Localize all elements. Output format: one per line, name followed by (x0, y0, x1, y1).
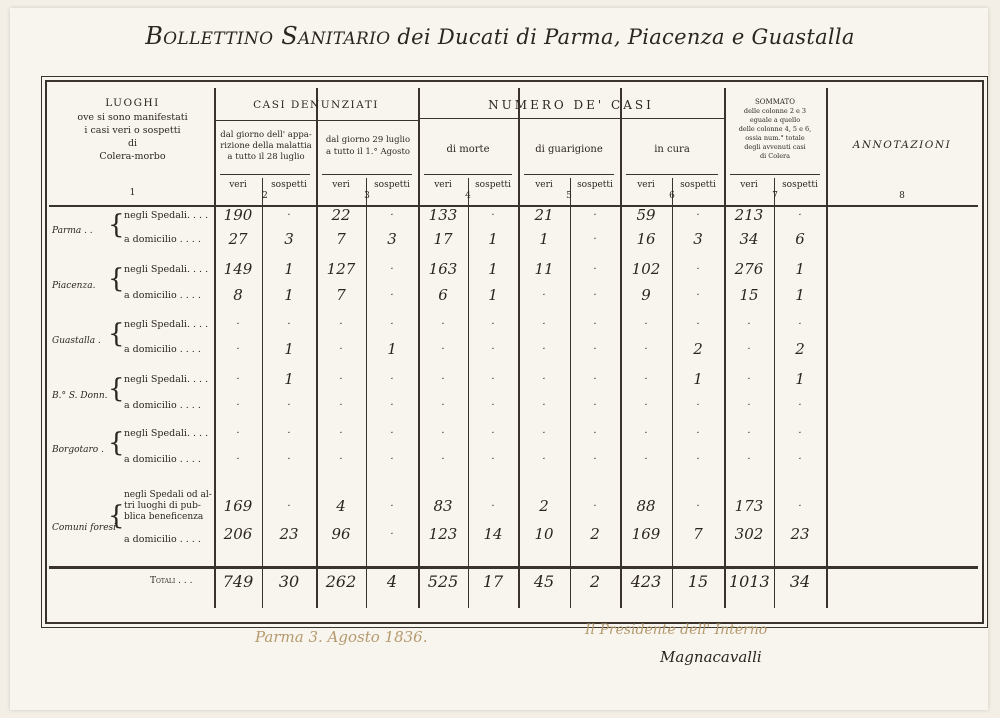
cell-value: 27 (228, 230, 248, 248)
cell-value: · (644, 344, 648, 355)
cell-value: 7 (336, 230, 346, 248)
sospetti-label: sospetti (782, 180, 818, 190)
casi-denunziati-title: CASI DENUNZIATI (253, 99, 379, 111)
cell-value: · (491, 210, 495, 221)
cell-value: · (287, 501, 291, 512)
cell-value: 1 (284, 260, 294, 278)
cell-value: · (747, 454, 751, 465)
cell-value: 1 (387, 340, 397, 358)
cell-value: · (542, 428, 546, 439)
sub-spedali: negli Spedali. . . . (124, 428, 209, 439)
document-title (0, 22, 1000, 50)
sub-spedali-line: negli Spedali od al- (124, 490, 212, 500)
column-divider (724, 88, 726, 608)
col2-header-line: dal giorno dell' appa- (220, 130, 312, 140)
cell-value: · (696, 210, 700, 221)
brace: { (108, 210, 125, 240)
cell-value: · (644, 400, 648, 411)
luoghi-line: ove si sono manifestati (77, 112, 188, 123)
sommato-line: di Colera (759, 152, 791, 160)
brace: { (108, 319, 125, 349)
col2-header-line: rizione della malattia (220, 141, 312, 151)
cell-value: 7 (336, 286, 346, 304)
col3-header-line: a tutto il 1.° Agosto (325, 147, 411, 157)
cell-value: · (339, 374, 343, 385)
cell-value: · (339, 400, 343, 411)
cell-value: · (441, 428, 445, 439)
sospetti-label: sospetti (577, 180, 613, 190)
cell-value: · (696, 290, 700, 301)
sub-spedali-line: tri luoghi di pub- (124, 501, 201, 511)
cell-value: · (747, 344, 751, 355)
cell-value: · (798, 210, 802, 221)
cell-value: · (491, 400, 495, 411)
cell-value: · (593, 400, 597, 411)
cell-value: 21 (534, 206, 554, 224)
cell-value: 22 (331, 206, 351, 224)
luoghi-line: di (127, 138, 138, 149)
cell-value: 206 (223, 525, 253, 543)
cell-value: · (542, 374, 546, 385)
brace: { (108, 264, 125, 294)
cell-value: · (441, 344, 445, 355)
cell-value: 1 (693, 370, 703, 388)
cell-value: 2 (795, 340, 805, 358)
cell-value: 127 (326, 260, 356, 278)
cell-value: 169 (223, 497, 253, 515)
cell-value: 23 (279, 525, 299, 543)
cell-value: · (798, 454, 802, 465)
cell-value: 3 (693, 230, 703, 248)
cell-value: 2 (590, 525, 600, 543)
column-divider (518, 88, 520, 608)
sub-domicilio: a domicilio . . . . (124, 534, 201, 545)
total-value: 749 (222, 572, 254, 591)
total-value: 4 (386, 572, 398, 591)
col-number-2: 2 (262, 191, 268, 201)
subcolumn-divider (570, 178, 571, 608)
cell-value: 1 (795, 260, 805, 278)
cell-value: · (236, 400, 240, 411)
total-value: 15 (687, 572, 709, 591)
cell-value: 14 (483, 525, 503, 543)
total-value: 1013 (729, 572, 770, 591)
cell-value: · (798, 319, 802, 330)
cell-value: 2 (693, 340, 703, 358)
cell-value: 102 (631, 260, 661, 278)
column-divider (214, 88, 216, 608)
cell-value: 302 (734, 525, 764, 543)
cell-value: · (593, 290, 597, 301)
place-name: Parma . . (52, 226, 93, 236)
total-value: 34 (789, 572, 811, 591)
cell-value: · (390, 501, 394, 512)
cell-value: · (236, 344, 240, 355)
cell-value: · (390, 454, 394, 465)
cell-value: · (491, 344, 495, 355)
place-name: Guastalla . (52, 335, 101, 346)
luoghi-line: i casi veri o sospetti (84, 125, 181, 136)
col-number-1: 1 (129, 188, 136, 198)
place-name: B.° S. Donn. (52, 391, 108, 401)
cell-value: · (390, 374, 394, 385)
sospetti-label: sospetti (374, 180, 410, 190)
cell-value: 15 (739, 286, 759, 304)
sommato-line: ossia num.° totale (745, 134, 805, 142)
cell-value: 9 (641, 286, 651, 304)
column-divider (620, 88, 622, 608)
cell-value: 17 (433, 230, 453, 248)
cell-value: 1 (795, 370, 805, 388)
cell-value: · (236, 319, 240, 330)
cell-value: 3 (284, 230, 294, 248)
cell-value: 1 (284, 340, 294, 358)
cell-value: · (491, 319, 495, 330)
cell-value: 59 (636, 206, 656, 224)
cell-value: 163 (428, 260, 458, 278)
subcolumn-divider (774, 178, 775, 608)
cell-value: · (491, 454, 495, 465)
sospetti-label: sospetti (680, 180, 716, 190)
subcolumn-divider (468, 178, 469, 608)
cell-value: · (441, 454, 445, 465)
sommato-line: degli avvenuti casi (744, 143, 806, 151)
cell-value: 16 (636, 230, 656, 248)
cell-value: · (287, 400, 291, 411)
veri-label: veri (434, 180, 452, 190)
cell-value: · (696, 400, 700, 411)
cell-value: · (491, 428, 495, 439)
cell-value: · (747, 428, 751, 439)
casi-rule (214, 120, 418, 121)
subcolumn-divider (262, 178, 263, 608)
veri-label: veri (740, 180, 758, 190)
veri-sospetti-rule (730, 174, 820, 175)
sub-spedali: negli Spedali. . . . (124, 319, 209, 330)
cell-value: · (747, 400, 751, 411)
veri-label: veri (637, 180, 655, 190)
sub-domicilio: a domicilio . . . . (124, 290, 201, 301)
cell-value: · (339, 428, 343, 439)
place-name: Piacenza. (52, 281, 96, 291)
cell-value: · (287, 210, 291, 221)
cell-value: 34 (739, 230, 759, 248)
cell-value: · (339, 454, 343, 465)
cell-value: 7 (693, 525, 703, 543)
place-name: Comuni foresi (52, 523, 117, 533)
veri-sospetti-rule (322, 174, 412, 175)
sub-domicilio: a domicilio . . . . (124, 400, 201, 411)
brace: { (108, 374, 125, 404)
cell-value: · (339, 344, 343, 355)
luoghi-title: LUOGHI (105, 97, 160, 109)
cell-value: 133 (428, 206, 458, 224)
cell-value: 213 (734, 206, 764, 224)
cell-value: · (390, 290, 394, 301)
cell-value: 276 (734, 260, 764, 278)
col-number-7: 7 (772, 191, 778, 201)
cell-value: · (390, 529, 394, 540)
signature: Magnacavalli (660, 648, 762, 666)
cell-value: 173 (734, 497, 764, 515)
cell-value: · (696, 428, 700, 439)
cell-value: · (339, 319, 343, 330)
cell-value: · (696, 454, 700, 465)
cell-value: · (390, 428, 394, 439)
total-value: 423 (630, 572, 662, 591)
column-divider (418, 88, 420, 608)
veri-label: veri (332, 180, 350, 190)
cell-value: · (798, 400, 802, 411)
cell-value: 1 (284, 370, 294, 388)
cell-value: · (236, 374, 240, 385)
cell-value: · (593, 428, 597, 439)
cell-value: · (696, 319, 700, 330)
cell-value: 6 (438, 286, 448, 304)
luoghi-line: Colera-morbo (99, 151, 166, 162)
col-number-5: 5 (566, 191, 572, 201)
subcolumn-divider (366, 178, 367, 608)
cell-value: · (390, 400, 394, 411)
title-rest: dei Ducati di Parma, Piacenza e Guastalla (390, 25, 855, 49)
total-value: 525 (427, 572, 459, 591)
cell-value: · (593, 454, 597, 465)
cell-value: 1 (284, 286, 294, 304)
cell-value: · (287, 428, 291, 439)
cell-value: · (747, 319, 751, 330)
cell-value: · (593, 374, 597, 385)
di-guarigione-header: di guarigione (535, 144, 603, 155)
total-value: 45 (533, 572, 555, 591)
cell-value: · (542, 290, 546, 301)
cell-value: · (542, 319, 546, 330)
sub-domicilio: a domicilio . . . . (124, 234, 201, 245)
cell-value: · (747, 374, 751, 385)
cell-value: 8 (233, 286, 243, 304)
col-number-4: 4 (465, 191, 471, 201)
cell-value: · (441, 400, 445, 411)
cell-value: · (644, 428, 648, 439)
title-main: Bollettino Sanitario (145, 22, 391, 50)
cell-value: · (644, 319, 648, 330)
totali-label: Totali . . . (150, 576, 193, 586)
brace: { (108, 428, 125, 458)
cell-value: 11 (534, 260, 554, 278)
col3-header-line: dal giorno 29 luglio (325, 135, 411, 145)
cell-value: · (593, 344, 597, 355)
column-divider (826, 88, 828, 608)
cell-value: 6 (795, 230, 805, 248)
sub-spedali: negli Spedali. . . . (124, 210, 209, 221)
cell-value: 83 (433, 497, 453, 515)
cell-value: 1 (795, 286, 805, 304)
cell-value: 2 (539, 497, 549, 515)
subcolumn-divider (672, 178, 673, 608)
cell-value: · (287, 319, 291, 330)
cell-value: 1 (488, 286, 498, 304)
cell-value: 1 (539, 230, 549, 248)
veri-sospetti-rule (626, 174, 718, 175)
cell-value: 1 (488, 230, 498, 248)
veri-sospetti-rule (524, 174, 614, 175)
cell-value: · (542, 400, 546, 411)
col-number-6: 6 (669, 191, 675, 201)
cell-value: · (287, 454, 291, 465)
date-handwritten: Parma 3. Agosto 1836. (255, 628, 428, 646)
president-handwritten: Il Presidente dell' Interno (585, 622, 768, 638)
cell-value: 88 (636, 497, 656, 515)
cell-value: · (236, 454, 240, 465)
sommato-line: SOMMATO (755, 98, 795, 106)
cell-value: · (644, 454, 648, 465)
totals-rule-2 (49, 568, 978, 569)
cell-value: · (593, 501, 597, 512)
veri-sospetti-rule (220, 174, 310, 175)
sub-spedali-line: blica beneficenza (124, 512, 204, 522)
cell-value: · (236, 428, 240, 439)
sommato-line: eguale a quello (749, 116, 801, 124)
brace: { (108, 501, 125, 531)
cell-value: · (593, 234, 597, 245)
veri-label: veri (535, 180, 553, 190)
total-value: 262 (325, 572, 357, 591)
total-value: 17 (482, 572, 504, 591)
in-cura-header: in cura (654, 144, 690, 155)
sommato-line: delle colonne 4, 5 e 6, (738, 125, 812, 133)
cell-value: · (491, 501, 495, 512)
sospetti-label: sospetti (475, 180, 511, 190)
place-name: Borgotaro . (52, 445, 104, 455)
cell-value: · (696, 264, 700, 275)
cell-value: · (696, 501, 700, 512)
cell-value: · (593, 264, 597, 275)
cell-value: · (390, 210, 394, 221)
cell-value: · (542, 344, 546, 355)
header-rule (49, 205, 978, 207)
sub-spedali: negli Spedali. . . . (124, 374, 209, 385)
cell-value: 96 (331, 525, 351, 543)
cell-value: · (542, 454, 546, 465)
veri-label: veri (229, 180, 247, 190)
total-value: 2 (589, 572, 601, 591)
cell-value: · (798, 428, 802, 439)
cell-value: · (390, 264, 394, 275)
col-number-8: 8 (899, 191, 905, 201)
col2-header-line: a tutto il 28 luglio (227, 152, 305, 162)
cell-value: · (593, 319, 597, 330)
di-morte-header: di morte (446, 144, 490, 155)
numero-rule (418, 118, 724, 119)
cell-value: 123 (428, 525, 458, 543)
sub-domicilio: a domicilio . . . . (124, 454, 201, 465)
total-value: 30 (278, 572, 300, 591)
sospetti-label: sospetti (271, 180, 307, 190)
sub-domicilio: a domicilio . . . . (124, 344, 201, 355)
cell-value: · (441, 374, 445, 385)
cell-value: 3 (387, 230, 397, 248)
cell-value: · (491, 374, 495, 385)
cell-value: 1 (488, 260, 498, 278)
annotazioni-title: ANNOTAZIONI (852, 139, 952, 151)
cell-value: 10 (534, 525, 554, 543)
sub-spedali: negli Spedali. . . . (124, 264, 209, 275)
cell-value: 4 (336, 497, 346, 515)
cell-value: · (644, 374, 648, 385)
veri-sospetti-rule (424, 174, 512, 175)
cell-value: 149 (223, 260, 253, 278)
cell-value: · (441, 319, 445, 330)
cell-value: · (593, 210, 597, 221)
col-number-3: 3 (364, 191, 370, 201)
sommato-line: delle colonne 2 e 3 (743, 107, 807, 115)
cell-value: 190 (223, 206, 253, 224)
column-divider (316, 88, 318, 608)
cell-value: 169 (631, 525, 661, 543)
cell-value: · (798, 501, 802, 512)
cell-value: · (390, 319, 394, 330)
numero-casi-title: NUMERO DE' CASI (488, 98, 654, 112)
cell-value: 23 (790, 525, 810, 543)
